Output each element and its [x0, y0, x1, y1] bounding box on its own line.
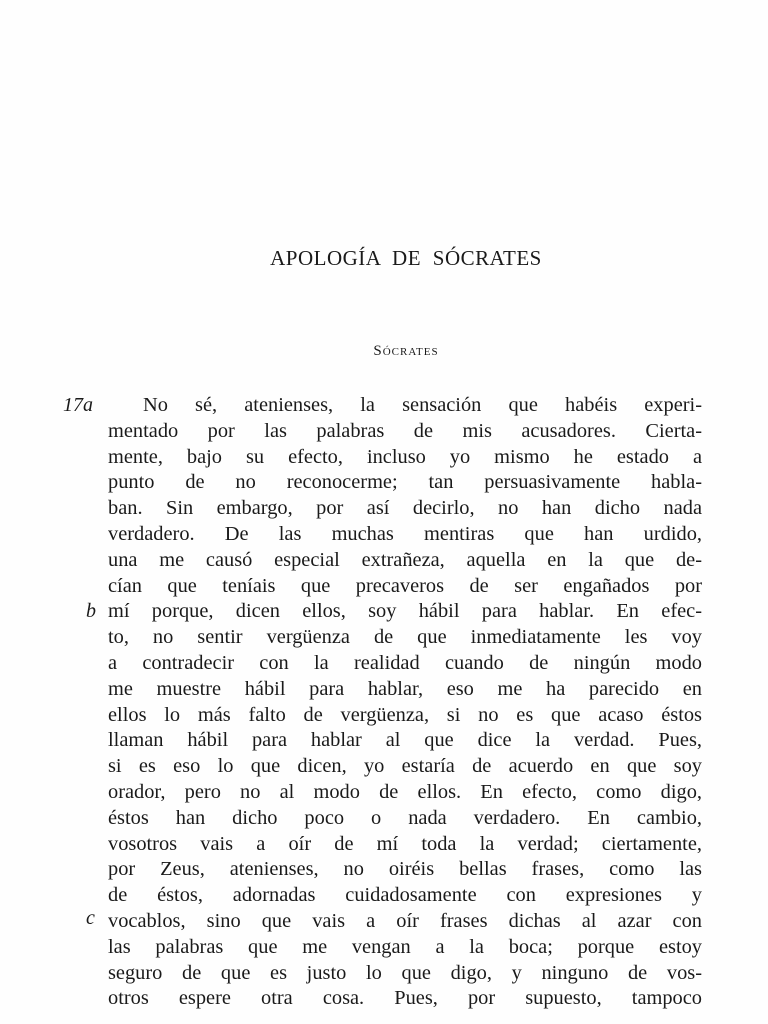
text-line: cían que teníais que precaveros de ser engañados por [108, 574, 702, 597]
text-line: ban. Sin embargo, por así decirlo, no han dicho nada [108, 497, 702, 520]
text-line: vosotros vais a oír de mí toda la verdad; ciertamente, [108, 832, 702, 855]
text-line: mí porque, dicen ellos, soy hábil para hablar. En efec- [108, 600, 702, 623]
text-line: una me causó especial extrañeza, aquella en la que de- [108, 548, 702, 571]
margin-marker-c: c [86, 907, 95, 929]
text-line: orador, pero no al modo de ellos. En efecto, como digo, [108, 780, 702, 803]
text-line: to, no sentir vergüenza de que inmediatamente les voy [108, 626, 702, 649]
margin-marker-17a: 17a [63, 394, 93, 416]
text-line: me muestre hábil para hablar, eso me ha parecido en [108, 677, 702, 700]
text-line: vocablos, sino que vais a oír frases dichas al azar con [108, 909, 702, 932]
text-line: No sé, atenienses, la sensación que habéis experi- [143, 394, 702, 416]
text-line: otros espere otra cosa. Pues, por supuesto, tampoco [108, 987, 702, 1010]
text-line: por Zeus, atenienses, no oiréis bellas frases, como las [108, 858, 702, 881]
text-line: punto de no reconocerme; tan persuasivamente habla- [108, 471, 702, 494]
text-line: si es eso lo que dicen, yo estaría de acuerdo en que soy [108, 755, 702, 778]
text-line: ellos lo más falto de vergüenza, si no es que acaso éstos [108, 703, 702, 726]
text-line: llaman hábil para hablar al que dice la verdad. Pues, [108, 729, 702, 752]
text-line: mentado por las palabras de mis acusadores. Cierta- [108, 419, 702, 442]
text-line: mente, bajo su efecto, incluso yo mismo he estado a [108, 445, 702, 468]
body-text [108, 393, 702, 1012]
chapter-title: APOLOGÍA DE SÓCRATES [270, 246, 542, 270]
speaker-heading: Sócrates [373, 343, 439, 359]
margin-marker-b: b [86, 600, 96, 622]
text-line: éstos han dicho poco o nada verdadero. En cambio, [108, 806, 702, 829]
text-line: verdadero. De las muchas mentiras que han urdido, [108, 522, 702, 545]
text-line: a contradecir con la realidad cuando de ningún modo [108, 651, 702, 674]
text-line: las palabras que me vengan a la boca; porque estoy [108, 935, 702, 958]
text-line: seguro de que es justo lo que digo, y ninguno de vos- [108, 961, 702, 984]
text-line: de éstos, adornadas cuidadosamente con expresiones y [108, 884, 702, 907]
